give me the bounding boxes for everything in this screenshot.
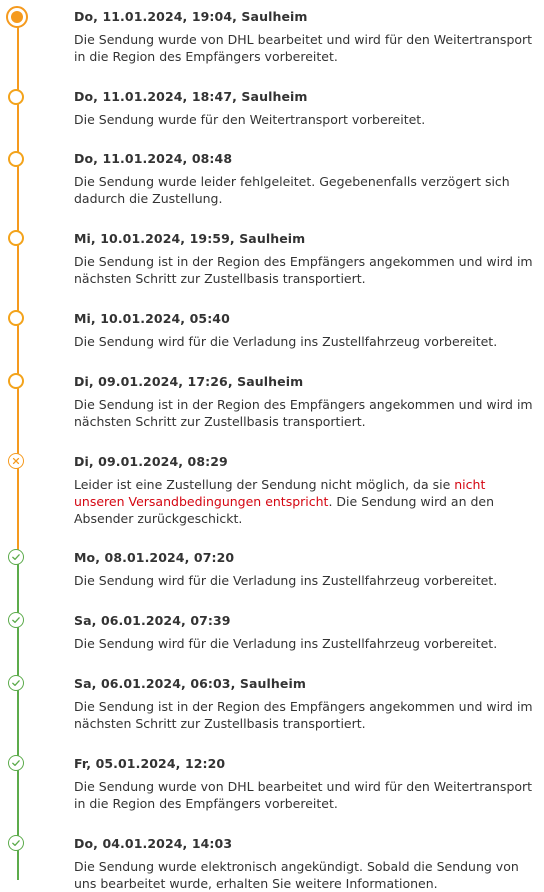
event-description (74, 858, 536, 892)
timeline-event (74, 230, 536, 287)
event-description-text: Die Sendung wird für die Verladung ins Zustellfahrzeug vorbereitet. (74, 636, 498, 651)
event-description (74, 698, 536, 732)
event-description-text: Die Sendung ist in der Region des Empfängers angekommen und wird im nächsten Schritt zur Zustellbasis transportiert. (74, 397, 533, 429)
event-description-text: Die Sendung wird für die Verladung ins Zustellfahrzeug vorbereitet. (74, 334, 498, 349)
timeline-event (74, 150, 536, 207)
timeline-event (74, 88, 536, 128)
timeline-event (74, 8, 536, 65)
timeline-connector (17, 381, 19, 461)
event-description (74, 173, 536, 207)
event-timestamp-location: Fr, 05.01.2024, 12:20 (74, 756, 226, 771)
timeline-connector (17, 683, 19, 763)
event-description (74, 572, 536, 589)
check-circle-icon (8, 675, 24, 691)
timeline-event (74, 835, 536, 892)
event-description (74, 111, 536, 128)
timeline-event (74, 453, 536, 527)
check-circle-icon (8, 755, 24, 771)
timeline-event (74, 373, 536, 430)
event-description (74, 476, 536, 527)
timeline-connector (17, 461, 19, 557)
event-description-text: Die Sendung ist in der Region des Empfängers angekommen und wird im nächsten Schritt zur Zustellbasis transportiert. (74, 699, 533, 731)
timeline-connector (17, 97, 19, 159)
event-description (74, 396, 536, 430)
status-circle-icon (8, 151, 24, 167)
event-timestamp-location: Do, 11.01.2024, 08:48 (74, 151, 233, 166)
timeline-event (74, 755, 536, 812)
status-circle-icon (8, 310, 24, 326)
status-circle-icon (8, 230, 24, 246)
check-circle-icon (8, 612, 24, 628)
event-timestamp-location: Sa, 06.01.2024, 06:03, Saulheim (74, 676, 307, 691)
check-circle-icon (8, 549, 24, 565)
event-description (74, 635, 536, 652)
current-status-dot-icon (6, 6, 28, 28)
timeline-connector (17, 238, 19, 318)
timeline-connector (17, 557, 19, 620)
event-timestamp-location: Mi, 10.01.2024, 19:59, Saulheim (74, 231, 306, 246)
event-description (74, 31, 536, 65)
event-description-text: Die Sendung wurde elektronisch angekündigt. Sobald die Sendung von uns bearbeitet wurde, erhalten Sie weitere Informationen. (74, 859, 519, 891)
status-circle-icon (8, 373, 24, 389)
x-circle-icon (8, 453, 24, 469)
timeline-connector (17, 17, 19, 97)
event-description-text: Die Sendung wird für die Verladung ins Zustellfahrzeug vorbereitet. (74, 573, 498, 588)
event-timestamp-location: Do, 11.01.2024, 18:47, Saulheim (74, 89, 308, 104)
timeline-connector (17, 159, 19, 238)
timeline-connector (17, 763, 19, 843)
event-description-text: Die Sendung wurde von DHL bearbeitet und wird für den Weitertransport in die Region des Empfängers vorbereitet. (74, 32, 533, 64)
event-timestamp-location: Mi, 10.01.2024, 05:40 (74, 311, 230, 326)
check-circle-icon (8, 835, 24, 851)
event-timestamp-location: Do, 04.01.2024, 14:03 (74, 836, 233, 851)
event-description-text-end: . Die Sendung wird an den Absender zurückgeschickt. (74, 494, 495, 526)
event-timestamp-location: Sa, 06.01.2024, 07:39 (74, 613, 231, 628)
event-timestamp-location: Di, 09.01.2024, 17:26, Saulheim (74, 374, 304, 389)
event-timestamp-location: Di, 09.01.2024, 08:29 (74, 454, 228, 469)
timeline-connector (17, 620, 19, 683)
event-description-text: Die Sendung wurde für den Weitertransport vorbereitet. (74, 112, 426, 127)
event-description-text: Die Sendung ist in der Region des Empfängers angekommen und wird im nächsten Schritt zur Zustellbasis transportiert. (74, 254, 533, 286)
event-description-text: Die Sendung wurde von DHL bearbeitet und wird für den Weitertransport in die Region des Empfängers vorbereitet. (74, 779, 533, 811)
shipping-conditions-link[interactable]: nicht unseren Versandbedingungen entspricht (74, 477, 486, 509)
event-description (74, 778, 536, 812)
event-timestamp-location: Do, 11.01.2024, 19:04, Saulheim (74, 9, 308, 24)
timeline-connector (17, 318, 19, 381)
event-description (74, 333, 536, 350)
event-description-text: Leider ist eine Zustellung der Sendung nicht möglich, da sie (74, 477, 455, 492)
timeline-event (74, 612, 536, 652)
timeline-event (74, 549, 536, 589)
status-circle-icon (8, 89, 24, 105)
event-timestamp-location: Mo, 08.01.2024, 07:20 (74, 550, 235, 565)
timeline-event (74, 310, 536, 350)
event-description-text: Die Sendung wurde leider fehlgeleitet. Gegebenenfalls verzögert sich dadurch die Zustellung. (74, 174, 510, 206)
timeline-event (74, 675, 536, 732)
event-description (74, 253, 536, 287)
